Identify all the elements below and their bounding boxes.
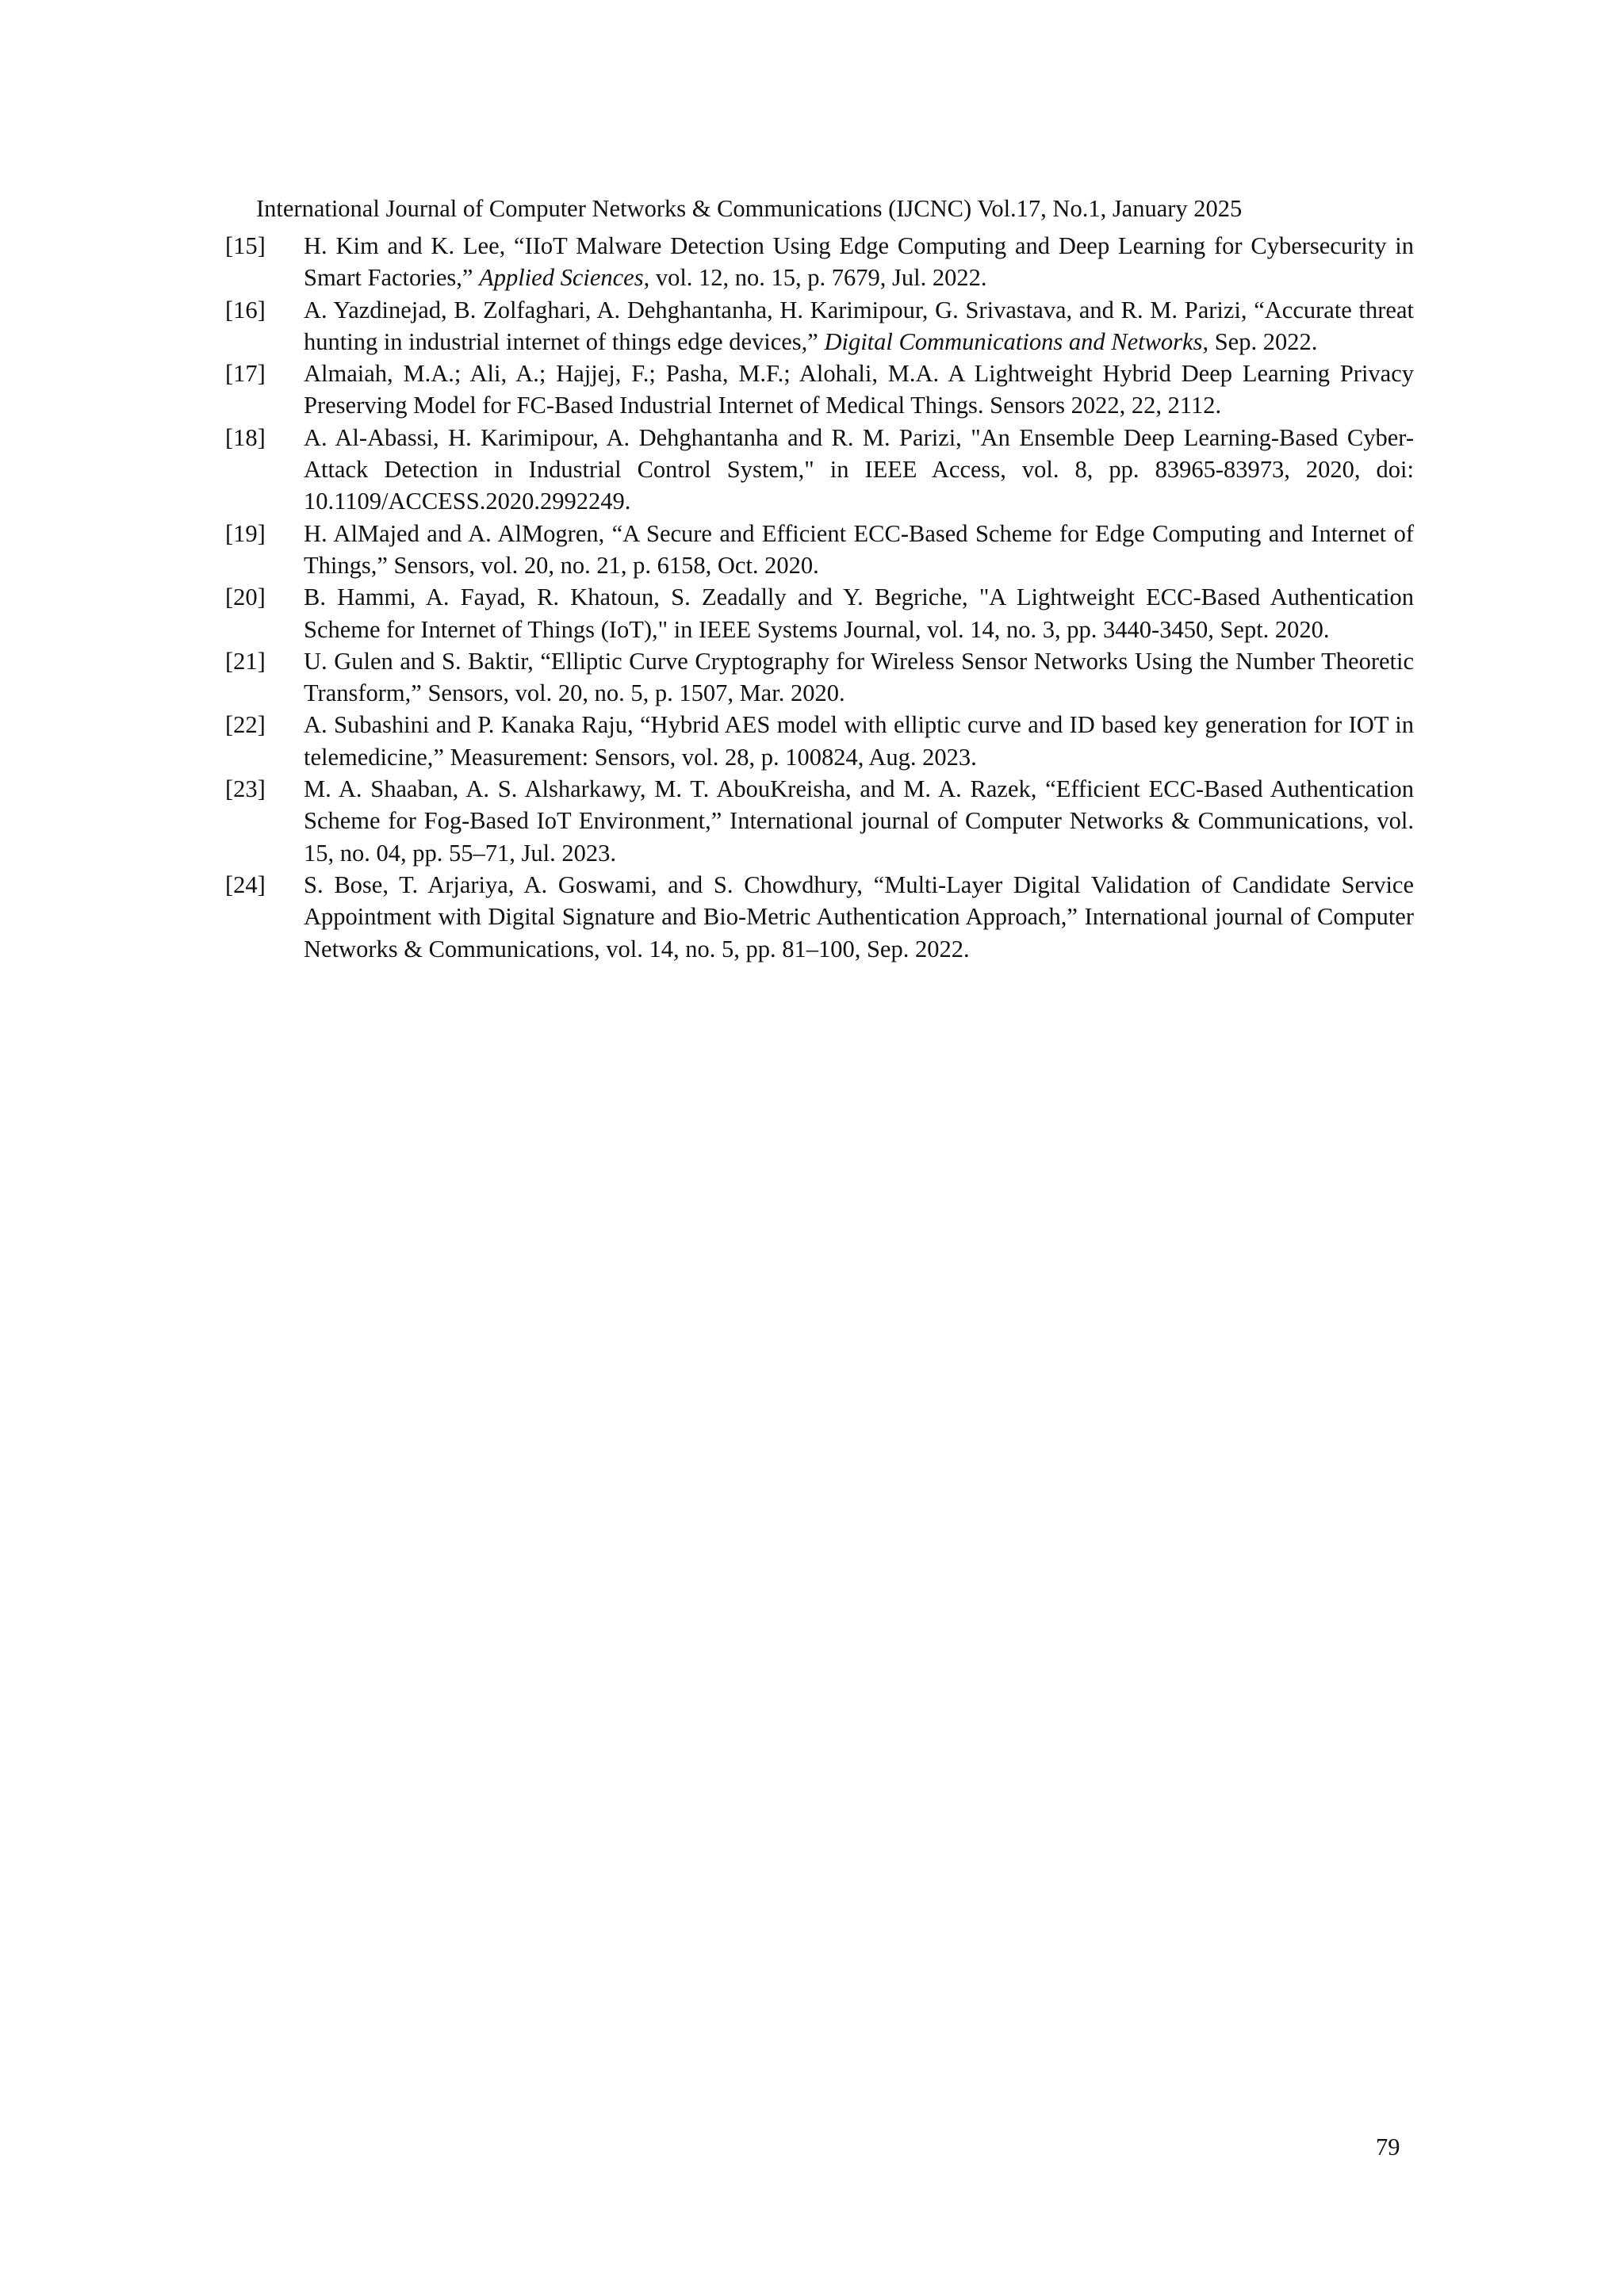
reference-item	[225, 581, 1414, 645]
reference-number: [17]	[225, 360, 266, 388]
reference-text-segment: H. AlMajed and A. AlMogren, “A Secure and Efficient ECC-Based Scheme for Edge Computing and Internet of Things,” Sensors, vol. 20, no. 21, p. 6158, Oct. 2020.	[304, 519, 1414, 579]
reference-text	[304, 358, 1414, 422]
reference-item	[225, 518, 1414, 582]
reference-venue-italic: Digital Communications and Networks	[824, 327, 1203, 355]
reference-text-segment: , Sep. 2022.	[1202, 327, 1318, 355]
reference-item	[225, 645, 1414, 710]
reference-item	[225, 869, 1414, 965]
reference-item	[225, 422, 1414, 518]
reference-text	[304, 581, 1414, 645]
reference-venue-italic: Applied Sciences	[479, 264, 644, 292]
reference-text	[304, 869, 1414, 965]
reference-text-segment: S. Bose, T. Arjariya, A. Goswami, and S. Chowdhury, “Multi-Layer Digital Validation of Candidate Service Appointment with Digital Signature and Bio-Metric Authentication Approach,” International journal of Computer Networks & Communications, vol. 14, no. 5, pp. 81–100, Sep. 2022.	[304, 871, 1414, 962]
reference-number: [16]	[225, 296, 266, 323]
reference-text	[304, 709, 1414, 773]
reference-text-segment: M. A. Shaaban, A. S. Alsharkawy, M. T. AbouKreisha, and M. A. Razek, “Efficient ECC-Based Authentication Scheme for Fog-Based IoT Environment,” International journal of Computer Networks & Communications, vol. 15, no. 04, pp. 55–71, Jul. 2023.	[304, 775, 1414, 867]
reference-number: [21]	[225, 647, 266, 675]
reference-item	[225, 294, 1414, 358]
reference-number: [24]	[225, 871, 266, 898]
reference-text-segment: Almaiah, M.A.; Ali, A.; Hajjej, F.; Pasha, M.F.; Alohali, M.A. A Lightweight Hybrid Deep Learning Privacy Preserving Model for FC-Based Industrial Internet of Medical Things. Sensors 2022, 22, 2112.	[304, 360, 1414, 419]
reference-number: [23]	[225, 775, 266, 803]
reference-text-segment: A. Subashini and P. Kanaka Raju, “Hybrid AES model with elliptic curve and ID based key generation for IOT in telemedicine,” Measurement: Sensors, vol. 28, p. 100824, Aug. 2023.	[304, 711, 1414, 771]
reference-text-segment: H. Kim and K. Lee, “IIoT Malware Detection Using Edge Computing and Deep Learning for Cybersecurity in Smart Factories,”	[304, 232, 1414, 292]
reference-text	[304, 645, 1414, 710]
reference-number: [18]	[225, 423, 266, 451]
reference-item	[225, 773, 1414, 869]
reference-text-segment: , vol. 12, no. 15, p. 7679, Jul. 2022.	[643, 264, 987, 292]
reference-text	[304, 230, 1414, 294]
reference-text	[304, 294, 1414, 358]
reference-text-segment: B. Hammi, A. Fayad, R. Khatoun, S. Zeadally and Y. Begriche, "A Lightweight ECC-Based Authentication Scheme for Internet of Things (IoT)," in IEEE Systems Journal, vol. 14, no. 3, pp. 3440-3450, Sept. 2020.	[304, 584, 1414, 643]
reference-text	[304, 422, 1414, 518]
reference-item	[225, 230, 1414, 294]
reference-number: [19]	[225, 519, 266, 547]
reference-list	[225, 230, 1414, 965]
page-number: 79	[1376, 2133, 1400, 2160]
reference-item	[225, 358, 1414, 422]
reference-text-segment: U. Gulen and S. Baktir, “Elliptic Curve Cryptography for Wireless Sensor Networks Using the Number Theoretic Transform,” Sensors, vol. 20, no. 5, p. 1507, Mar. 2020.	[304, 647, 1414, 707]
reference-number: [22]	[225, 711, 266, 739]
reference-text-segment: A. Yazdinejad, B. Zolfaghari, A. Dehghantanha, H. Karimipour, G. Srivastava, and R. M. Parizi, “Accurate threat hunting in industrial internet of things edge devices,”	[304, 296, 1414, 355]
reference-text	[304, 773, 1414, 869]
reference-number: [20]	[225, 584, 266, 611]
running-header: International Journal of Computer Networks & Communications (IJCNC) Vol.17, No.1, January 2025	[256, 195, 1243, 222]
reference-text	[304, 518, 1414, 582]
reference-item	[225, 709, 1414, 773]
reference-text-segment: A. Al-Abassi, H. Karimipour, A. Dehghantanha and R. M. Parizi, "An Ensemble Deep Learning-Based Cyber-Attack Detection in Industrial Control System," in IEEE Access, vol. 8, pp. 83965-83973, 2020, doi: 10.1109/ACCESS.2020.2992249.	[304, 423, 1414, 515]
reference-number: [15]	[225, 232, 266, 259]
